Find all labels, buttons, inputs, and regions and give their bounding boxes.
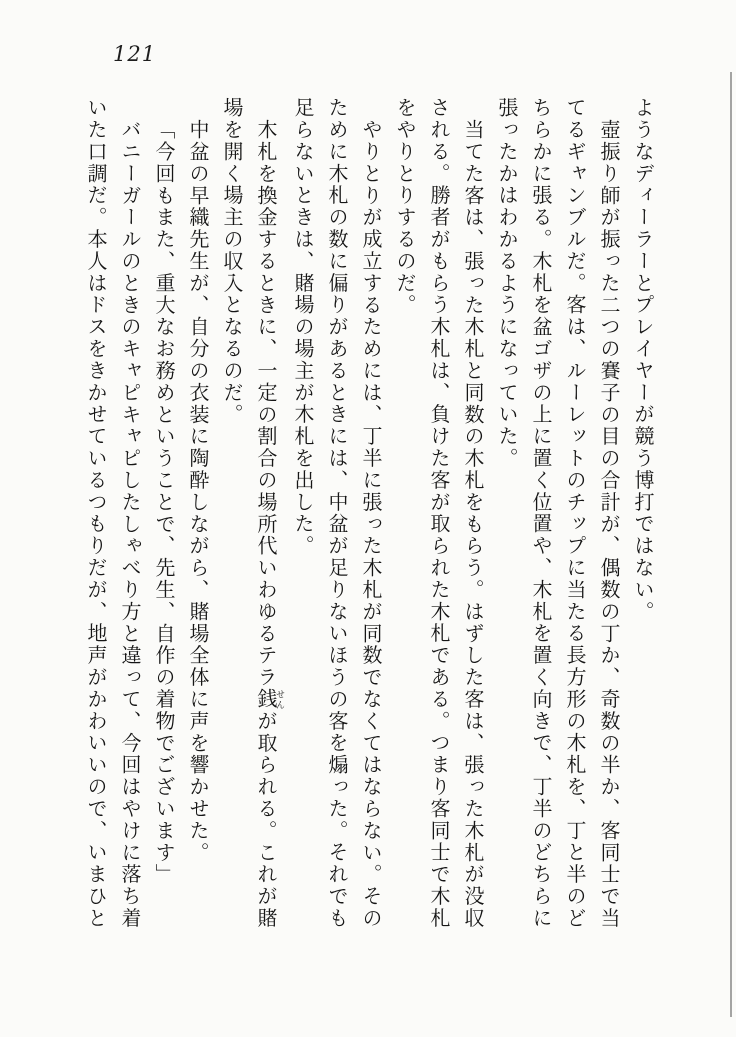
paragraph: 「今回もまた、重大なお務めということで、先生、自作の着物でございます」 [152,119,174,886]
paragraph: ようなディーラーとプレイヤーが競う博打ではない。 [631,97,653,623]
page-edge-line [730,72,732,1017]
paragraph: 壺振り師が振った二つの賽子の目の合計が、偶数の丁か、奇数の半か、客同士で当てるギャンブルだ。客は、ルーレットのチップに当たる長方形の木札を、丁と半のどちらかに張る。木札を盆ゴザの上に置く位置や、木札を置く向きで、丁半のどちらに張ったかはわかるようになっていた。 [495,97,619,930]
paragraph: 木札を換金するときに、一定の割合の場所代いわゆるテラ銭 せんが取られる。これが賭場を開く場主の収入となるのだ。 [220,97,285,930]
text-block [78,97,659,933]
paragraph: やりとりが成立するためには、丁半に張った木札が同数でなくてはならない。そのために木札の数に偏りがあるときには、中盆が足りないほうの客を煽った。それでも足らないときは、賭場の場主が木札を出した。 [291,97,381,930]
furigana: 銭 せん [254,688,285,711]
paragraph: バニーガールのときのキャピキャピしたしゃべり方と違って、今回はやけに落ち着いた口調だ。本人はドスをきかせているつもりだが、地声がかわいいので、いまひと [84,97,140,930]
paragraph: 中盆の早織先生が、自分の衣装に陶酔しながら、賭場全体に声を響かせた。 [186,119,208,864]
page-number: 121 [113,42,157,66]
paragraph: 当てた客は、張った木札と同数の木札をもらう。はずした客は、張った木札が没収される。勝者がもらう木札は、負けた客が取られた木札である。つまり客同士で木札をやりとりするのだ。 [393,97,483,930]
